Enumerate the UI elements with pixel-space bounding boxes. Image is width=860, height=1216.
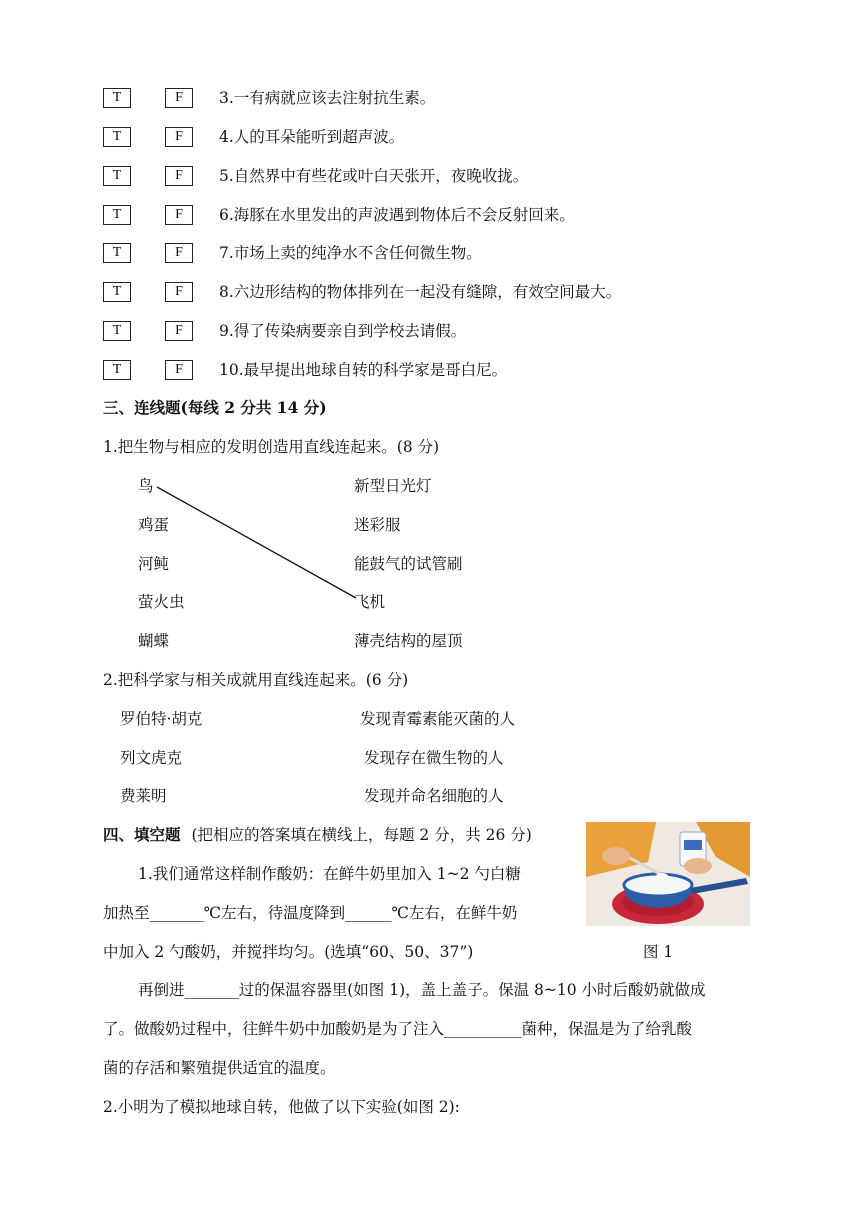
match-right-item[interactable]: 能鼓气的试管刷 <box>354 555 463 573</box>
match-left-item[interactable]: 萤火虫 <box>138 593 185 611</box>
tf-statement: 8.六边形结构的物体排列在一起没有缝隙，有效空间最大。 <box>219 283 622 301</box>
false-box[interactable]: F <box>165 282 193 302</box>
true-box[interactable]: T <box>103 88 131 108</box>
match-right-item[interactable]: 飞机 <box>354 593 386 611</box>
fill-q1-line: 1.我们通常这样制作酸奶：在鲜牛奶里加入 1~2 勺白糖 <box>138 865 521 883</box>
match-left-item[interactable]: 费莱明 <box>120 787 167 805</box>
match-right-item[interactable]: 发现存在微生物的人 <box>364 749 504 767</box>
tf-statement: 9.得了传染病要亲自到学校去请假。 <box>219 322 467 340</box>
section4-title: 四、填空题 <box>103 825 181 844</box>
false-box[interactable]: F <box>165 360 193 380</box>
section4-note: (把相应的答案填在横线上，每题 2 分，共 26 分) <box>191 826 532 844</box>
match-left-item[interactable]: 鸟 <box>138 477 154 495</box>
match-left-item[interactable]: 鸡蛋 <box>138 516 170 534</box>
true-box[interactable]: T <box>103 243 131 263</box>
match-left-item[interactable]: 罗伯特·胡克 <box>120 710 203 728</box>
true-box[interactable]: T <box>103 360 131 380</box>
match-right-item[interactable]: 薄壳结构的屋顶 <box>354 632 463 650</box>
tf-statement: 10.最早提出地球自转的科学家是哥白尼。 <box>219 361 508 379</box>
tf-statement: 4.人的耳朵能听到超声波。 <box>219 128 405 146</box>
match-right-item[interactable]: 发现并命名细胞的人 <box>364 787 504 805</box>
false-box[interactable]: F <box>165 243 193 263</box>
matching-q1-prompt: 1.把生物与相应的发明创造用直线连起来。(8 分) <box>103 438 440 456</box>
tf-statement: 3.一有病就应该去注射抗生素。 <box>219 89 436 107</box>
tf-statement: 6.海豚在水里发出的声波遇到物体后不会反射回来。 <box>219 206 575 224</box>
match-left-item[interactable]: 列文虎克 <box>120 749 183 767</box>
section4-header <box>103 825 532 845</box>
fill-q1-continue-line: 菌的存活和繁殖提供适宜的温度。 <box>103 1059 336 1077</box>
match-right-item[interactable]: 迷彩服 <box>354 516 401 534</box>
fill-q1-continue-line: 了。做酸奶过程中，往鲜牛奶中加酸奶是为了注入__________菌种，保温是为了给乳酸 <box>103 1020 693 1038</box>
fill-q2-prompt: 2.小明为了模拟地球自转，他做了以下实验(如图 2): <box>103 1098 460 1116</box>
figure1-caption: 图 1 <box>643 943 674 961</box>
match-left-item[interactable]: 蝴蝶 <box>138 632 170 650</box>
yogurt-figure-image <box>586 822 750 926</box>
false-box[interactable]: F <box>165 205 193 225</box>
fill-q1-continue-line: 再倒进_______过的保温容器里(如图 1)，盖上盖子。保温 8~10 小时后酸奶就做成 <box>138 981 706 999</box>
fill-q1-line: 加热至_______℃左右，待温度降到______℃左右，在鲜牛奶 <box>103 904 518 922</box>
true-box[interactable]: T <box>103 282 131 302</box>
section3-title: 三、连线题(每线 2 分共 14 分) <box>103 398 327 417</box>
tf-statement: 5.自然界中有些花或叶白天张开，夜晚收拢。 <box>219 167 529 185</box>
true-box[interactable]: T <box>103 127 131 147</box>
match-left-item[interactable]: 河鲀 <box>138 555 170 573</box>
tf-statement: 7.市场上卖的纯净水不含任何微生物。 <box>219 244 482 262</box>
true-box[interactable]: T <box>103 205 131 225</box>
false-box[interactable]: F <box>165 127 193 147</box>
matching-q2-prompt: 2.把科学家与相关成就用直线连起来。(6 分) <box>103 671 409 689</box>
true-box[interactable]: T <box>103 321 131 341</box>
false-box[interactable]: F <box>165 321 193 341</box>
false-box[interactable]: F <box>165 88 193 108</box>
true-box[interactable]: T <box>103 166 131 186</box>
fill-q1-line: 中加入 2 勺酸奶，并搅拌均匀。(选填“60、50、37”) <box>103 943 474 961</box>
false-box[interactable]: F <box>165 166 193 186</box>
match-right-item[interactable]: 新型日光灯 <box>354 477 432 495</box>
match-right-item[interactable]: 发现青霉素能灭菌的人 <box>360 710 516 728</box>
